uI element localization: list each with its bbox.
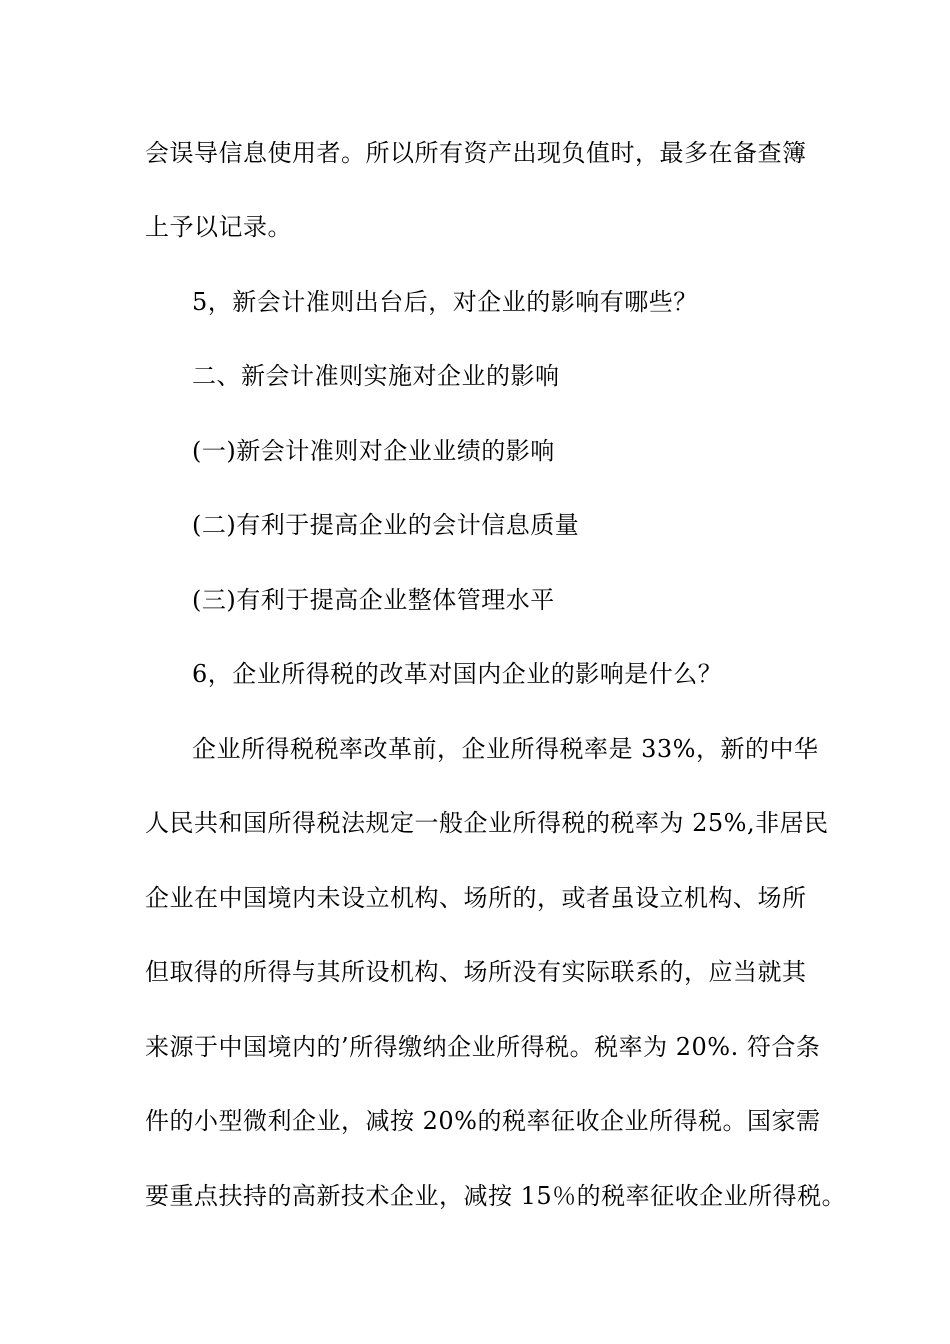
subsection-heading: (三)有利于提高企业整体管理水平 [192,586,555,614]
question-heading: 6，企业所得税的改革对国内企业的影响是什么？ [192,660,723,688]
subsection-heading: (二)有利于提高企业的会计信息质量 [192,511,580,539]
subsection-heading: (一)新会计准则对企业业绩的影响 [192,437,555,465]
section-heading: 二、新会计准则实施对企业的影响 [192,362,560,390]
paragraph-line: 人民共和国所得税法规定一般企业所得税的税率为 25%,非居民 [145,809,829,837]
paragraph-line: 企业所得税税率改革前，企业所得税率是 33%，新的中华 [192,735,819,763]
paragraph-line: 来源于中国境内的’所得缴纳企业所得税。税率为 20%. 符合条 [145,1033,821,1061]
paragraph-line: 企业在中国境内未设立机构、场所的，或者虽设立机构、场所 [145,884,807,912]
paragraph-line: 上予以记录。 [145,213,292,241]
paragraph-line: 会误导信息使用者。所以所有资产出现负值时，最多在备查簿 [145,139,807,167]
paragraph-line: 件的小型微利企业，减按 20%的税率征收企业所得税。国家需 [145,1107,821,1135]
question-heading: 5，新会计准则出台后，对企业的影响有哪些？ [192,288,698,316]
paragraph-line: 但取得的所得与其所设机构、场所没有实际联系的，应当就其 [145,958,807,986]
paragraph-line: 要重点扶持的高新技术企业，减按 15％的税率征收企业所得税。 [145,1182,847,1210]
